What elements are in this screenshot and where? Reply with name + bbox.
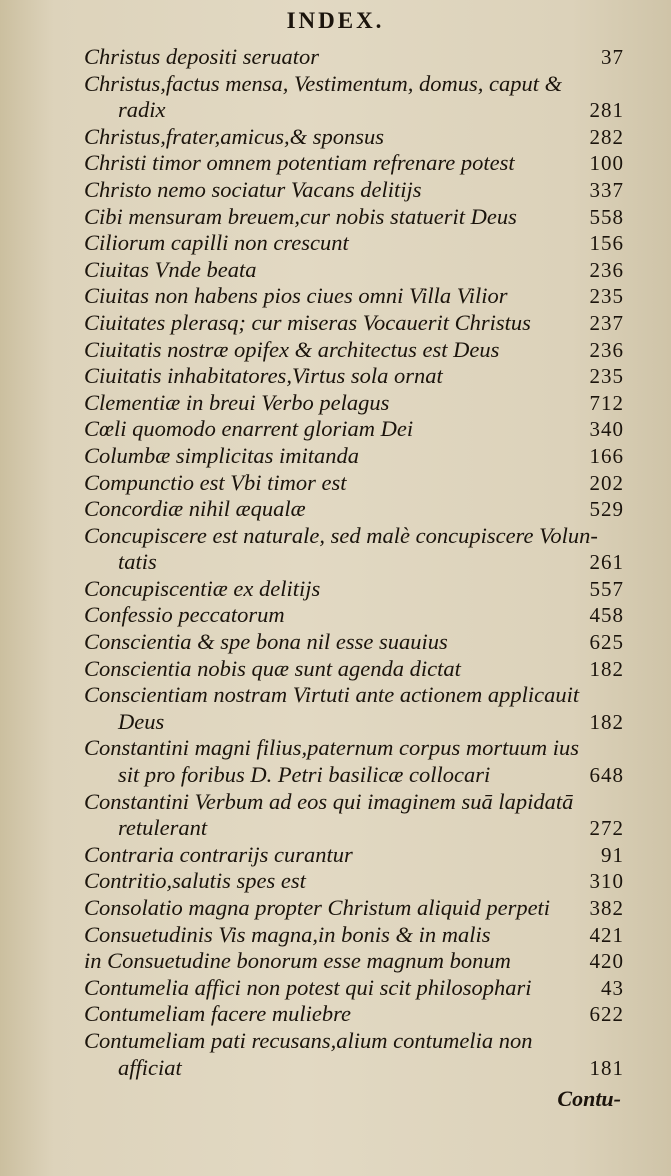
entry-page-number: 558 <box>589 204 624 229</box>
index-entry <box>84 682 624 709</box>
entry-page-number: 261 <box>589 550 624 575</box>
index-entry <box>84 656 624 683</box>
entry-page-number: 282 <box>589 124 624 149</box>
index-entry <box>84 709 624 736</box>
entry-text: Ciuitatis nostræ opifex & architectus est Deus <box>84 336 500 362</box>
entry-text: Ciuitas Vnde beata <box>84 256 257 282</box>
index-entry <box>84 470 624 497</box>
entry-page-number: 310 <box>589 869 624 894</box>
index-entry <box>84 868 624 895</box>
index-entry <box>84 150 624 177</box>
index-entry <box>84 789 624 816</box>
entry-page-number: 458 <box>589 603 624 628</box>
entry-page-number: 648 <box>589 763 624 788</box>
entry-page-number: 557 <box>589 576 624 601</box>
entry-page-number: 712 <box>589 390 624 415</box>
entry-page-number: 235 <box>589 364 624 389</box>
entry-text: Constantini Verbum ad eos qui imaginem suā lapidatā <box>84 788 574 814</box>
entry-page-number: 182 <box>589 656 624 681</box>
entry-text: Columbæ simplicitas imitanda <box>84 442 360 468</box>
entry-page-number: 337 <box>589 177 624 202</box>
entry-page-number: 382 <box>589 896 624 920</box>
entry-page-number: 236 <box>589 337 624 362</box>
entry-text: Deus <box>118 708 165 734</box>
entry-page-number: 181 <box>589 1055 624 1080</box>
entry-page-number: 420 <box>589 949 624 974</box>
index-entries <box>84 44 624 1081</box>
entry-page-number: 622 <box>589 1002 624 1027</box>
index-entry <box>84 629 624 656</box>
index-entry <box>84 895 624 922</box>
index-entry <box>84 975 624 1002</box>
index-entry <box>84 523 624 550</box>
entry-page-number: 235 <box>589 284 624 309</box>
entry-page-number: 166 <box>589 443 624 468</box>
entry-text: Ciuitas non habens pios ciues omni Villa Vilior <box>84 283 508 309</box>
entry-text: Constantini magni filius,paternum corpus mortuum ius <box>84 735 580 761</box>
entry-text: Contumeliam pati recusans,alium contumelia non <box>84 1027 533 1053</box>
entry-page-number: 156 <box>589 231 624 256</box>
entry-text: Ciuitatis inhabitatores,Virtus sola ornat <box>84 363 443 389</box>
index-entry <box>84 310 624 337</box>
index-entry <box>84 1001 624 1028</box>
index-entry <box>84 337 624 364</box>
catchword: Contu- <box>557 1086 621 1111</box>
entry-page-number: 202 <box>589 470 624 495</box>
page-header: INDEX. <box>286 8 385 33</box>
entry-text: Christus,factus mensa, Vestimentum, domus, caput & <box>84 70 563 96</box>
entry-text: in Consuetudine bonorum esse magnum bonum <box>84 948 511 974</box>
entry-text: Ciuitates plerasq; cur miseras Vocauerit Christus <box>84 309 531 335</box>
index-entry <box>84 44 624 71</box>
entry-page-number: 529 <box>589 497 624 522</box>
index-entry <box>84 443 624 470</box>
index-entry <box>84 177 624 204</box>
entry-page-number: 340 <box>589 417 624 442</box>
entry-text: Confessio peccatorum <box>84 602 285 628</box>
entry-text: Christus,frater,amicus,& sponsus <box>84 123 385 149</box>
index-entry <box>84 496 624 523</box>
index-entry <box>84 257 624 284</box>
index-entry <box>84 283 624 310</box>
index-entry <box>84 549 624 576</box>
index-entry <box>84 1028 624 1055</box>
entry-text: radix <box>118 97 166 123</box>
entry-page-number: 182 <box>589 709 624 734</box>
entry-text: Contraria contrarijs curantur <box>84 841 353 867</box>
entry-text: Compunctio est Vbi timor est <box>84 469 347 495</box>
entry-text: Conscientia nobis quæ sunt agenda dictat <box>84 655 461 681</box>
index-entry <box>84 363 624 390</box>
entry-page-number: 421 <box>589 922 624 947</box>
entry-page-number: 37 <box>601 45 624 69</box>
index-entry <box>84 602 624 629</box>
index-entry <box>84 735 624 762</box>
entry-text: Contritio,salutis spes est <box>84 868 306 894</box>
entry-text: Contumeliam facere muliebre <box>84 1001 352 1027</box>
entry-text: Christo nemo sociatur Vacans delitijs <box>84 176 422 202</box>
entry-text: sit pro foribus D. Petri basilicæ collocari <box>118 762 491 788</box>
entry-text: Concupiscere est naturale, sed malè concupiscere Volun- <box>84 522 598 548</box>
index-entry <box>84 204 624 231</box>
entry-text: Concordiæ nihil æqualæ <box>84 496 306 522</box>
entry-page-number: 272 <box>589 816 624 841</box>
entry-page-number: 236 <box>589 257 624 282</box>
index-entry <box>84 948 624 975</box>
entry-text: Conscientia & spe bona nil esse suauius <box>84 629 448 655</box>
entry-text: Christi timor omnem potentiam refrenare potest <box>84 150 515 176</box>
entry-text: Christus depositi seruator <box>84 44 320 69</box>
entry-text: Cibi mensuram breuem,cur nobis statuerit Deus <box>84 203 517 229</box>
entry-text: Contumelia affici non potest qui scit philosophari <box>84 974 532 1000</box>
entry-text: Concupiscentiæ ex delitijs <box>84 575 321 601</box>
index-entry <box>84 97 624 124</box>
entry-text: afficiat <box>118 1054 182 1080</box>
index-entry <box>84 230 624 257</box>
index-entry <box>84 416 624 443</box>
entry-text: tatis <box>118 549 157 575</box>
index-entry <box>84 922 624 949</box>
entry-text: Ciliorum capilli non crescunt <box>84 230 349 256</box>
entry-page-number: 625 <box>589 630 624 655</box>
index-entry <box>84 815 624 842</box>
index-entry <box>84 762 624 789</box>
index-entry <box>84 390 624 417</box>
index-entry <box>84 1055 624 1082</box>
entry-page-number: 91 <box>601 842 624 867</box>
entry-text: Conscientiam nostram Virtuti ante actionem applicauit <box>84 682 580 708</box>
entry-page-number: 43 <box>601 975 624 1000</box>
entry-text: Consuetudinis Vis magna,in bonis & in malis <box>84 921 491 947</box>
entry-text: Consolatio magna propter Christum aliquid perpeti <box>84 895 551 920</box>
entry-page-number: 281 <box>589 98 624 123</box>
entry-text: Clementiæ in breui Verbo pelagus <box>84 389 390 415</box>
index-entry <box>84 576 624 603</box>
index-entry <box>84 71 624 98</box>
entry-text: retulerant <box>118 815 208 841</box>
index-entry <box>84 842 624 869</box>
entry-text: Cœli quomodo enarrent gloriam Dei <box>84 416 414 442</box>
entry-page-number: 237 <box>589 310 624 335</box>
index-entry <box>84 124 624 151</box>
entry-page-number: 100 <box>589 151 624 176</box>
